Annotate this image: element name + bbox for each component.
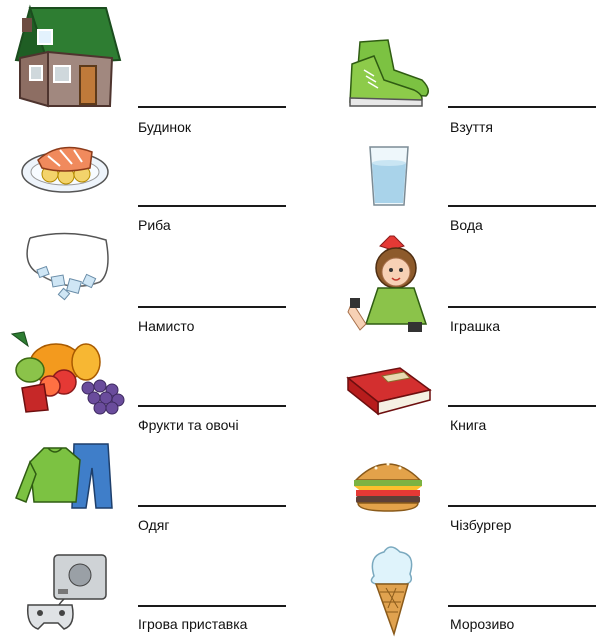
- game-console-icon: [24, 553, 110, 633]
- answer-line: [138, 306, 286, 308]
- label-cheeseburger: Чізбургер: [450, 517, 512, 533]
- necklace-icon: [22, 232, 114, 304]
- house-icon: [8, 2, 120, 108]
- label-ice-cream: Морозиво: [450, 616, 515, 632]
- label-clothes: Одяг: [138, 517, 170, 533]
- doll-icon: [344, 232, 434, 336]
- answer-line: [448, 405, 596, 407]
- label-fish: Риба: [138, 217, 171, 233]
- clothes-icon: [14, 440, 116, 510]
- answer-line: [448, 306, 596, 308]
- fruits-vegetables-icon: [4, 330, 128, 414]
- label-house: Будинок: [138, 119, 192, 135]
- fish-plate-icon: [20, 138, 110, 194]
- answer-line: [138, 605, 286, 607]
- label-toy: Іграшка: [450, 318, 501, 334]
- ice-cream-icon: [368, 544, 416, 636]
- answer-line: [448, 205, 596, 207]
- label-book: Книга: [450, 417, 487, 433]
- answer-line: [448, 505, 596, 507]
- sneakers-icon: [344, 36, 432, 108]
- answer-line: [448, 605, 596, 607]
- answer-line: [138, 106, 286, 108]
- label-water: Вода: [450, 217, 483, 233]
- label-necklace: Намисто: [138, 318, 195, 334]
- answer-line: [448, 106, 596, 108]
- book-icon: [344, 366, 432, 416]
- water-glass-icon: [368, 145, 410, 207]
- cheeseburger-icon: [352, 456, 424, 512]
- answer-line: [138, 205, 286, 207]
- label-shoes: Взуття: [450, 119, 494, 135]
- label-fruits-vegetables: Фрукти та овочі: [138, 417, 239, 433]
- label-game-console: Ігрова приставка: [138, 616, 248, 632]
- answer-line: [138, 405, 286, 407]
- answer-line: [138, 505, 286, 507]
